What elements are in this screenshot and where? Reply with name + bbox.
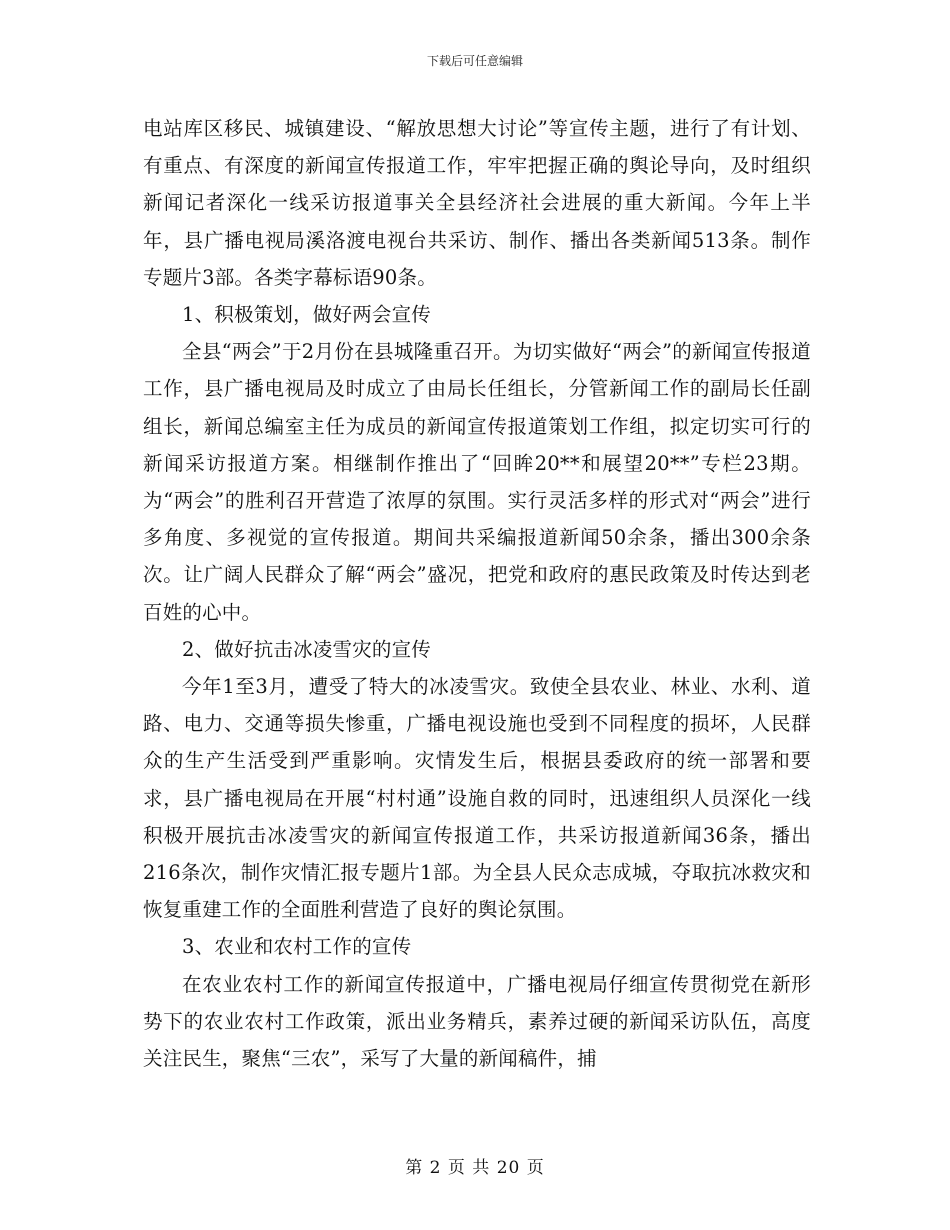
paragraph-two-sessions: 全县“两会”于2月份在县城隆重召开。为切实做好“两会”的新闻宣传报道工作，县广播电视局及时成立了由局长任组长，分管新闻工作的副局长任副组长，新闻总编室主任为成员的新闻宣传报道策划工作组，拟定切实可行的新闻采访报道方案。相继制作推出了“回眸20**和展望20**”专栏23期。为“两会”的胜利召开营造了浓厚的氛围。实行灵活多样的形式对“两会”进行多角度、多视觉的宣传报道。期间共采编报道新闻50余条，播出300余条次。让广阔人民群众了解“两会”盛况，把党和政府的惠民政策及时传达到老百姓的心中。 (143, 340, 811, 624)
page-number: 第 2 页 共 20 页 (405, 1158, 545, 1178)
page-header-note: 下载后可任意编辑 (426, 54, 523, 68)
section-heading-agriculture: 3、农业和农村工作的宣传 (182, 935, 412, 959)
paragraph-ice-disaster: 今年1至3月，遭受了特大的冰凌雪灾。致使全县农业、林业、水利、道路、电力、交通等损失惨重，广播电视设施也受到不同程度的损坏，人民群众的生产生活受到严重影响。灾情发生后，根据县委政府的统一部署和要求，县广播电视局在开展“村村通”设施自救的同时，迅速组织人员深化一线积极开展抗击冰凌雪灾的新闻宣传报道工作，共采访报道新闻36条，播出216条次，制作灾情汇报专题片1部。为全县人民众志成城，夺取抗冰救灾和恢复重建工作的全面胜利营造了良好的舆论氛围。 (143, 675, 811, 922)
paragraph-agriculture: 在农业农村工作的新闻宣传报道中，广播电视局仔细宣传贯彻党在新形势下的农业农村工作政策，派出业务精兵，素养过硬的新闻采访队伍，高度关注民生，聚焦“三农”，采写了大量的新闻稿件，捕 (143, 972, 811, 1071)
document-body (143, 110, 811, 1077)
section-heading-ice-disaster: 2、做好抗击冰凌雪灾的宣传 (182, 637, 432, 661)
section-heading-two-sessions: 1、积极策划，做好两会宣传 (182, 303, 432, 327)
paragraph-intro: 电站库区移民、城镇建设、“解放思想大讨论”等宣传主题，进行了有计划、有重点、有深度的新闻宣传报道工作，牢牢把握正确的舆论导向，及时组织新闻记者深化一线采访报道事关全县经济社会进展的重大新闻。今年上半年，县广播电视局溪洛渡电视台共采访、制作、播出各类新闻513条。制作专题片3部。各类字幕标语90条。 (143, 117, 811, 289)
